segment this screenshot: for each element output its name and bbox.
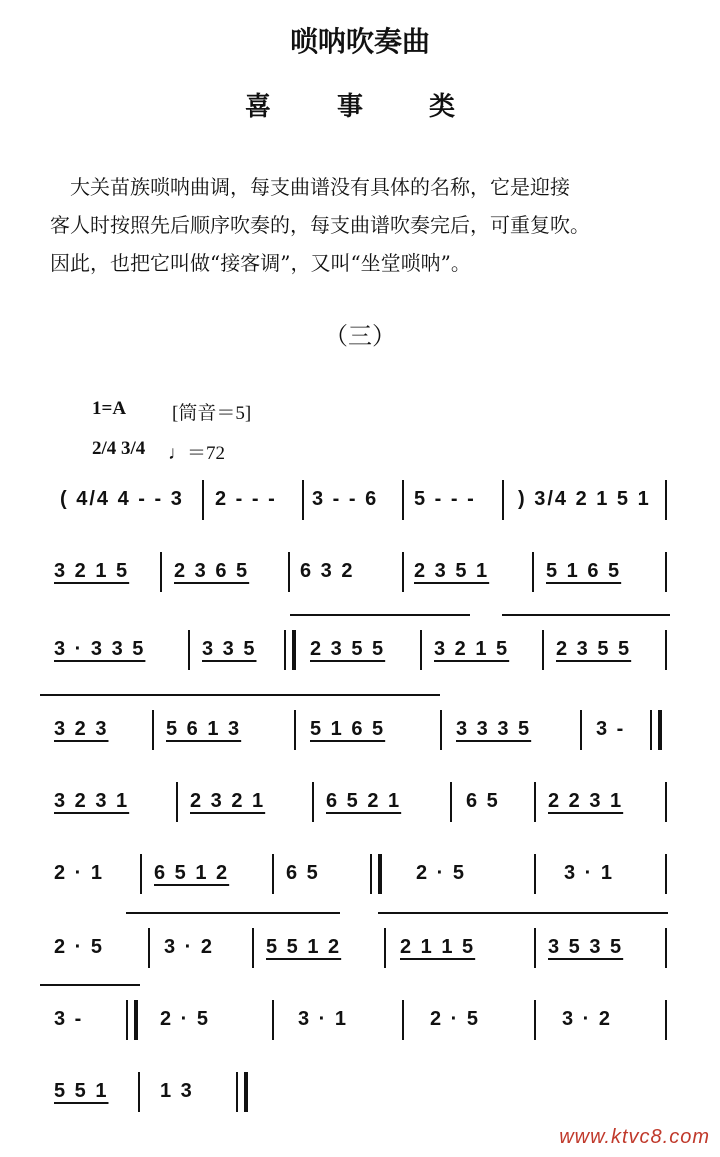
barline — [450, 782, 452, 822]
barline — [534, 854, 536, 894]
measure: 3 - — [596, 718, 626, 740]
measure: 3 · 1 — [564, 862, 615, 884]
barline — [148, 928, 150, 968]
piece-title: 唢呐吹奏曲 — [289, 25, 430, 58]
measure: 3 5 3 5 — [548, 936, 624, 958]
intro-line: 客人时按照先后顺序吹奏的，每支曲谱吹奏完后，可重复吹。 — [50, 213, 590, 237]
tie-slur — [40, 984, 140, 986]
score-line — [40, 470, 680, 530]
barline — [402, 552, 404, 592]
measure: 3 3 5 — [202, 638, 257, 660]
measure: 1 3 — [160, 1080, 194, 1102]
barline — [202, 480, 204, 520]
measure: 3 3 3 5 — [456, 718, 532, 740]
measure: 3 2 3 — [54, 718, 109, 740]
barline — [272, 854, 274, 894]
intro-line: 因此，也把它叫做“接客调”，又叫“坐堂唢呐”。 — [50, 251, 471, 275]
barline — [420, 630, 422, 670]
score-line — [40, 918, 680, 978]
barline — [534, 1000, 536, 1040]
measure: 5 1 6 5 — [546, 560, 622, 582]
final-barline — [236, 1072, 248, 1112]
measure: 2 · 5 — [416, 862, 467, 884]
measure: 2 1 1 5 — [400, 936, 476, 958]
barline — [294, 710, 296, 750]
barline — [302, 480, 304, 520]
measure: 3 · 3 3 5 — [54, 638, 146, 660]
measure: 2 · 1 — [54, 862, 105, 884]
barline — [252, 928, 254, 968]
measure: 5 - - - — [414, 488, 476, 510]
measure: 6 5 — [466, 790, 500, 812]
key-signature: 1=A — [92, 398, 127, 419]
repeat-start — [370, 854, 382, 894]
measure: 2 · 5 — [54, 936, 105, 958]
tube-note: [筒音＝5] — [172, 403, 252, 424]
measure: 6 5 2 1 — [326, 790, 402, 812]
barline — [312, 782, 314, 822]
repeat-start — [284, 630, 296, 670]
measure: 3 · 1 — [298, 1008, 349, 1030]
tie-slur — [126, 912, 340, 914]
barline — [288, 552, 290, 592]
measure: 2 3 2 1 — [190, 790, 266, 812]
measure: 2 3 5 1 — [414, 560, 490, 582]
time-signature: 2/4 3/4 — [92, 438, 146, 459]
barline — [542, 630, 544, 670]
score-line — [40, 620, 680, 680]
barline — [384, 928, 386, 968]
barline — [665, 480, 667, 520]
barline — [534, 782, 536, 822]
repeat-end — [126, 1000, 138, 1040]
measure: 2 3 5 5 — [556, 638, 632, 660]
barline — [534, 928, 536, 968]
barline — [152, 710, 154, 750]
barline — [665, 782, 667, 822]
measure: ( 4/4 4 - - 3 — [60, 488, 184, 510]
barline — [188, 630, 190, 670]
score-line — [40, 990, 680, 1050]
repeat-end — [650, 710, 662, 750]
category-title: 喜 事 类 — [244, 92, 475, 122]
score-line — [40, 772, 680, 832]
tie-slur — [40, 694, 440, 696]
barline — [665, 630, 667, 670]
tempo-marking: ♩＝72 — [168, 443, 226, 464]
measure: ) 3/4 2 1 5 1 — [518, 488, 651, 510]
measure: 3 2 3 1 — [54, 790, 130, 812]
measure: 5 5 1 2 — [266, 936, 342, 958]
barline — [272, 1000, 274, 1040]
measure: 3 · 2 — [562, 1008, 613, 1030]
measure: 6 5 — [286, 862, 320, 884]
measure: 2 3 5 5 — [310, 638, 386, 660]
watermark: www.ktvc8.com — [559, 1126, 710, 1148]
measure: 6 5 1 2 — [154, 862, 230, 884]
barline — [665, 552, 667, 592]
measure: 2 2 3 1 — [548, 790, 624, 812]
score-line — [40, 844, 680, 904]
barline — [402, 1000, 404, 1040]
measure: 2 - - - — [215, 488, 277, 510]
barline — [140, 854, 142, 894]
barline — [532, 552, 534, 592]
section-number: （三） — [324, 322, 396, 350]
barline — [665, 854, 667, 894]
score-line — [40, 1062, 680, 1122]
intro-line: 大关苗族唢呐曲调，每支曲谱没有具体的名称，它是迎接 — [70, 175, 570, 199]
measure: 3 · 2 — [164, 936, 215, 958]
measure: 3 2 1 5 — [434, 638, 510, 660]
score-line — [40, 542, 680, 602]
tie-slur — [502, 614, 670, 616]
barline — [580, 710, 582, 750]
measure: 5 6 1 3 — [166, 718, 242, 740]
barline — [160, 552, 162, 592]
barline — [502, 480, 504, 520]
measure: 3 2 1 5 — [54, 560, 130, 582]
measure: 3 - — [54, 1008, 84, 1030]
measure: 5 5 1 — [54, 1080, 109, 1102]
measure: 2 3 6 5 — [174, 560, 250, 582]
tie-slur — [378, 912, 668, 914]
barline — [440, 710, 442, 750]
intro-text — [50, 168, 660, 282]
measure: 5 1 6 5 — [310, 718, 386, 740]
measure: 2 · 5 — [160, 1008, 211, 1030]
score-line — [40, 700, 680, 760]
barline — [138, 1072, 140, 1112]
barline — [665, 928, 667, 968]
tie-slur — [290, 614, 470, 616]
measure: 3 - - 6 — [312, 488, 379, 510]
measure: 2 · 5 — [430, 1008, 481, 1030]
barline — [176, 782, 178, 822]
barline — [402, 480, 404, 520]
barline — [665, 1000, 667, 1040]
measure: 6 3 2 — [300, 560, 355, 582]
